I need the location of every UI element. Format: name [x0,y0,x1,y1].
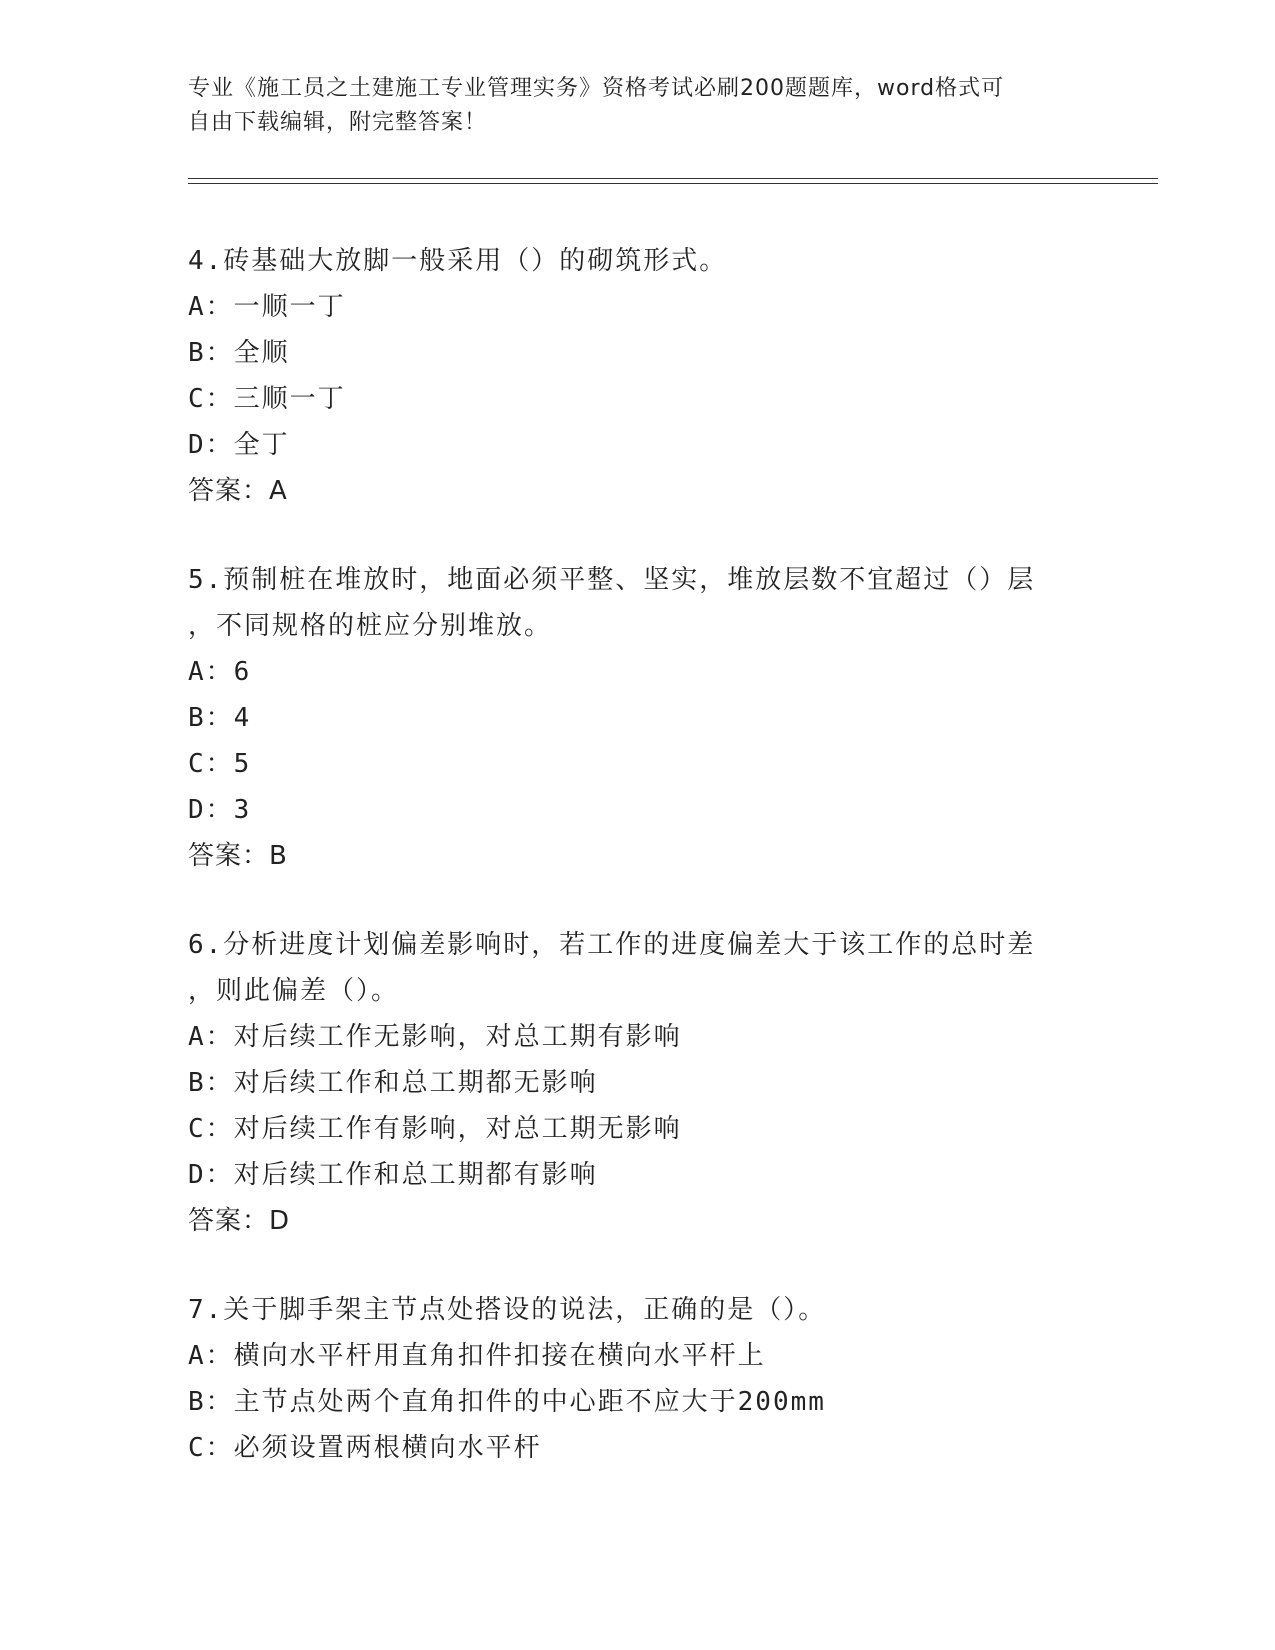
question-list [188,238,1088,1514]
option-c: C：必须设置两根横向水平杆 [188,1433,542,1463]
option-a: A：6 [188,657,252,687]
answer-line: 答案：B [188,841,288,871]
option-d: D：3 [188,795,252,825]
question-stem: 5.预制桩在堆放时，地面必须平整、坚实，堆放层数不宜超过（）层 [188,565,1036,595]
header-divider-top [188,178,1158,179]
option-a: A：横向水平杆用直角扣件扣接在横向水平杆上 [188,1341,766,1371]
question-item [188,238,1088,514]
document-header [188,72,1068,140]
question-stem: 4.砖基础大放脚一般采用（）的砌筑形式。 [188,246,728,276]
option-d: D：全丁 [188,430,290,460]
answer-line: 答案：A [188,476,288,506]
option-a: A：一顺一丁 [188,292,346,322]
answer-line: 答案：D [188,1206,291,1236]
header-line-1: 专业《施工员之土建施工专业管理实务》资格考试必刷200题题库，word格式可 [188,76,1005,101]
question-stem-continued: ，则此偏差（）。 [188,976,400,1006]
option-b: B：对后续工作和总工期都无影响 [188,1068,598,1098]
option-c: C：对后续工作有影响，对总工期无影响 [188,1114,682,1144]
option-b: B：4 [188,703,252,733]
question-stem-continued: ，不同规格的桩应分别堆放。 [188,611,553,641]
header-divider-bottom [188,183,1158,184]
option-c: C：三顺一丁 [188,384,346,414]
question-stem: 7.关于脚手架主节点处搭设的说法，正确的是（）。 [188,1295,827,1325]
option-d: D：对后续工作和总工期都有影响 [188,1160,598,1190]
header-line-2: 自由下载编辑，附完整答案！ [188,110,488,135]
question-item [188,922,1088,1244]
option-c: C：5 [188,749,252,779]
option-a: A：对后续工作无影响，对总工期有影响 [188,1022,682,1052]
option-b: B：全顺 [188,338,290,368]
option-b: B：主节点处两个直角扣件的中心距不应大于200mm [188,1387,826,1417]
question-item [188,1287,1088,1471]
question-item [188,557,1088,879]
question-stem: 6.分析进度计划偏差影响时，若工作的进度偏差大于该工作的总时差 [188,930,1036,960]
